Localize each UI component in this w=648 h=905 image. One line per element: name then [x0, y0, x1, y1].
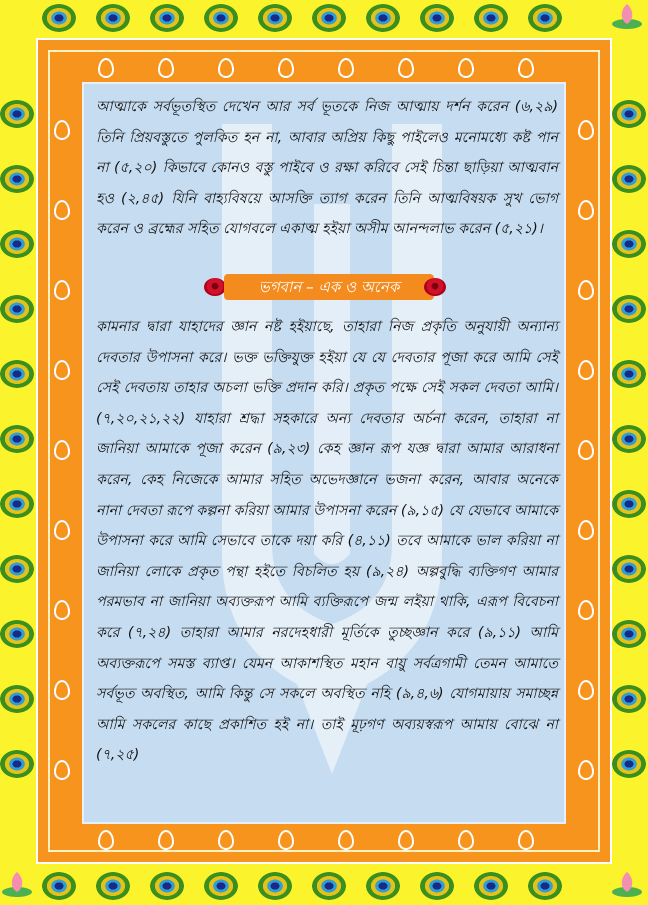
- peacock-feather-icon: [312, 872, 346, 900]
- peacock-feather-icon: [0, 360, 34, 388]
- peacock-feather-icon: [474, 872, 508, 900]
- heading-row: [84, 272, 564, 306]
- teardrop-motif-icon: [54, 120, 70, 140]
- rose-icon: [204, 278, 226, 296]
- peacock-feather-icon: [0, 555, 34, 583]
- peacock-feather-icon: [0, 620, 34, 648]
- peacock-feather-icon: [0, 490, 34, 518]
- teardrop-motif-icon: [54, 680, 70, 700]
- text-panel: [82, 82, 566, 824]
- teardrop-motif-icon: [578, 600, 594, 620]
- teardrop-motif-icon: [218, 58, 234, 78]
- teardrop-motif-icon: [218, 830, 234, 850]
- teardrop-motif-icon: [54, 440, 70, 460]
- peacock-feather-icon: [312, 4, 346, 32]
- teardrop-motif-icon: [54, 280, 70, 300]
- lotus-icon: [0, 868, 34, 898]
- rose-icon: [424, 278, 446, 296]
- teardrop-motif-icon: [578, 440, 594, 460]
- teardrop-motif-icon: [578, 280, 594, 300]
- peacock-feather-icon: [258, 4, 292, 32]
- peacock-feather-icon: [0, 425, 34, 453]
- peacock-feather-icon: [420, 872, 454, 900]
- teardrop-motif-icon: [158, 58, 174, 78]
- peacock-feather-icon: [612, 750, 646, 778]
- paragraph-2: কামনার দ্বারা যাহাদের জ্ঞান নষ্ট হইয়াছে, তাহারা নিজ প্রকৃতি অনুযায়ী অন্যান্য দেবতার উপাসনা করে। ভক্ত ভক্তিযুক্ত হইয়া যে যে দেবতার পূজা করে আমি সেই সেই দেবতায় তাহার অচলা ভক্তি প্রদান করি। প্রকৃত পক্ষে সেই সকল দেবতা আমি। (৭,২০,২১,২২) যাহারা শ্রদ্ধা সহকারে অন্য দেবতার অর্চনা করেন, তাহারা না জানিয়া আমাকে পূজা করেন (৯,২৩) কেহ জ্ঞান রূপ যজ্ঞ দ্বারা আমার আরাধনা করেন, কেহ নিজেকে আমার সহিত অভেদজ্ঞানে ভজনা করেন, আবার অনেকে নানা দেবতা রূপে কল্পনা করিয়া আমার উপাসনা করেন (৯,১৫) যে যেভাবে আমাকে উপাসনা করে আমি সেভাবে তাকে দয়া করি (৪,১১) তবে আমাকে ভাল করিয়া না জানিয়া লোকে প্রকৃত পন্থা হইতে বিচলিত হয় (৯,২৪) অল্পবুদ্ধি ব্যক্তিগণ আমার পরমভাব না জানিয়া অব্যক্তরূপ আমি ব্যক্তিরূপে জন্ম লইয়া থাকি, এরূপ বিবেচনা করে (৭,২৪) তাহারা আমার নরদেহধারী মূর্তিকে তুচ্ছজ্ঞান করে (৯,১১) আমি অব্যক্তরূপে সমস্ত ব্যাপ্ত। যেমন আকাশস্থিত মহান বায়ু সর্বত্রগামী তেমন আমাতে সর্বভূত অবস্থিত, আমি কিন্তু সে সকলে অবস্থিত নহি (৯,৪,৬) যোগমায়ায় সমাচ্ছন্ন আমি সকলের কাছে প্রকাশিত হই না। তাই মূঢ়গণ অব্যয়স্বরূপ আমায় বোঝে না (৭,২৫): [96, 319, 558, 764]
- peacock-feather-icon: [0, 100, 34, 128]
- teardrop-motif-icon: [518, 58, 534, 78]
- lotus-icon: [610, 0, 644, 30]
- peacock-feather-icon: [612, 490, 646, 518]
- teardrop-motif-icon: [278, 58, 294, 78]
- peacock-feather-icon: [612, 165, 646, 193]
- peacock-feather-icon: [612, 360, 646, 388]
- peacock-feather-icon: [204, 872, 238, 900]
- peacock-feather-icon: [0, 165, 34, 193]
- peacock-feather-icon: [474, 4, 508, 32]
- teardrop-motif-icon: [578, 760, 594, 780]
- peacock-feather-icon: [612, 230, 646, 258]
- peacock-feather-icon: [0, 230, 34, 258]
- peacock-feather-icon: [612, 620, 646, 648]
- peacock-feather-icon: [528, 872, 562, 900]
- teardrop-motif-icon: [338, 58, 354, 78]
- peacock-feather-icon: [612, 295, 646, 323]
- peacock-feather-icon: [204, 4, 238, 32]
- peacock-feather-icon: [96, 872, 130, 900]
- teardrop-motif-icon: [578, 680, 594, 700]
- teardrop-motif-icon: [578, 520, 594, 540]
- peacock-feather-icon: [42, 4, 76, 32]
- peacock-feather-icon: [612, 425, 646, 453]
- peacock-feather-icon: [96, 4, 130, 32]
- peacock-feather-icon: [420, 4, 454, 32]
- teardrop-motif-icon: [278, 830, 294, 850]
- peacock-feather-icon: [528, 4, 562, 32]
- peacock-feather-icon: [366, 4, 400, 32]
- teardrop-motif-icon: [398, 830, 414, 850]
- teardrop-motif-icon: [54, 520, 70, 540]
- teardrop-motif-icon: [338, 830, 354, 850]
- peacock-feather-icon: [612, 685, 646, 713]
- teardrop-motif-icon: [578, 200, 594, 220]
- teardrop-motif-icon: [54, 760, 70, 780]
- paragraph-1: আত্মাকে সর্বভূতস্থিত দেখেন আর সর্ব ভূতকে নিজ আত্মায় দর্শন করেন (৬,২৯) তিনি প্রিয়বস্তুতে পুলকিত হন না, আবার অপ্রিয় কিছু পাইলেও মনোমধ্যে কষ্ট পান না (৫,২০) কিভাবে কোনও বস্তু পাইবে ও রক্ষা করিবে সেই চিন্তা ছাড়িয়া আত্মবান হও (২,৪৫) যিনি বাহ্যবিষয়ে আসক্তি ত্যাগ করেন তিনি আত্মবিষয়ক সুখ ভোগ করেন ও ব্রহ্মের সহিত যোগবলে একাত্ম হইয়া অসীম আনন্দলাভ করেন (৫,২১)।: [96, 99, 558, 238]
- peacock-feather-icon: [612, 555, 646, 583]
- teardrop-motif-icon: [578, 120, 594, 140]
- teardrop-motif-icon: [398, 58, 414, 78]
- peacock-feather-icon: [0, 685, 34, 713]
- peacock-feather-icon: [0, 295, 34, 323]
- teardrop-motif-icon: [518, 830, 534, 850]
- teardrop-motif-icon: [458, 830, 474, 850]
- peacock-feather-icon: [366, 872, 400, 900]
- teardrop-motif-icon: [98, 830, 114, 850]
- teardrop-motif-icon: [98, 58, 114, 78]
- lotus-icon: [610, 868, 644, 898]
- peacock-feather-icon: [0, 750, 34, 778]
- teardrop-motif-icon: [158, 830, 174, 850]
- peacock-feather-icon: [42, 872, 76, 900]
- peacock-feather-icon: [612, 100, 646, 128]
- teardrop-motif-icon: [54, 360, 70, 380]
- section-heading: ভগবান – এক ও অনেক: [224, 274, 434, 300]
- teardrop-motif-icon: [54, 600, 70, 620]
- peacock-feather-icon: [150, 872, 184, 900]
- peacock-feather-icon: [150, 4, 184, 32]
- teardrop-motif-icon: [578, 360, 594, 380]
- peacock-feather-icon: [258, 872, 292, 900]
- teardrop-motif-icon: [54, 200, 70, 220]
- teardrop-motif-icon: [458, 58, 474, 78]
